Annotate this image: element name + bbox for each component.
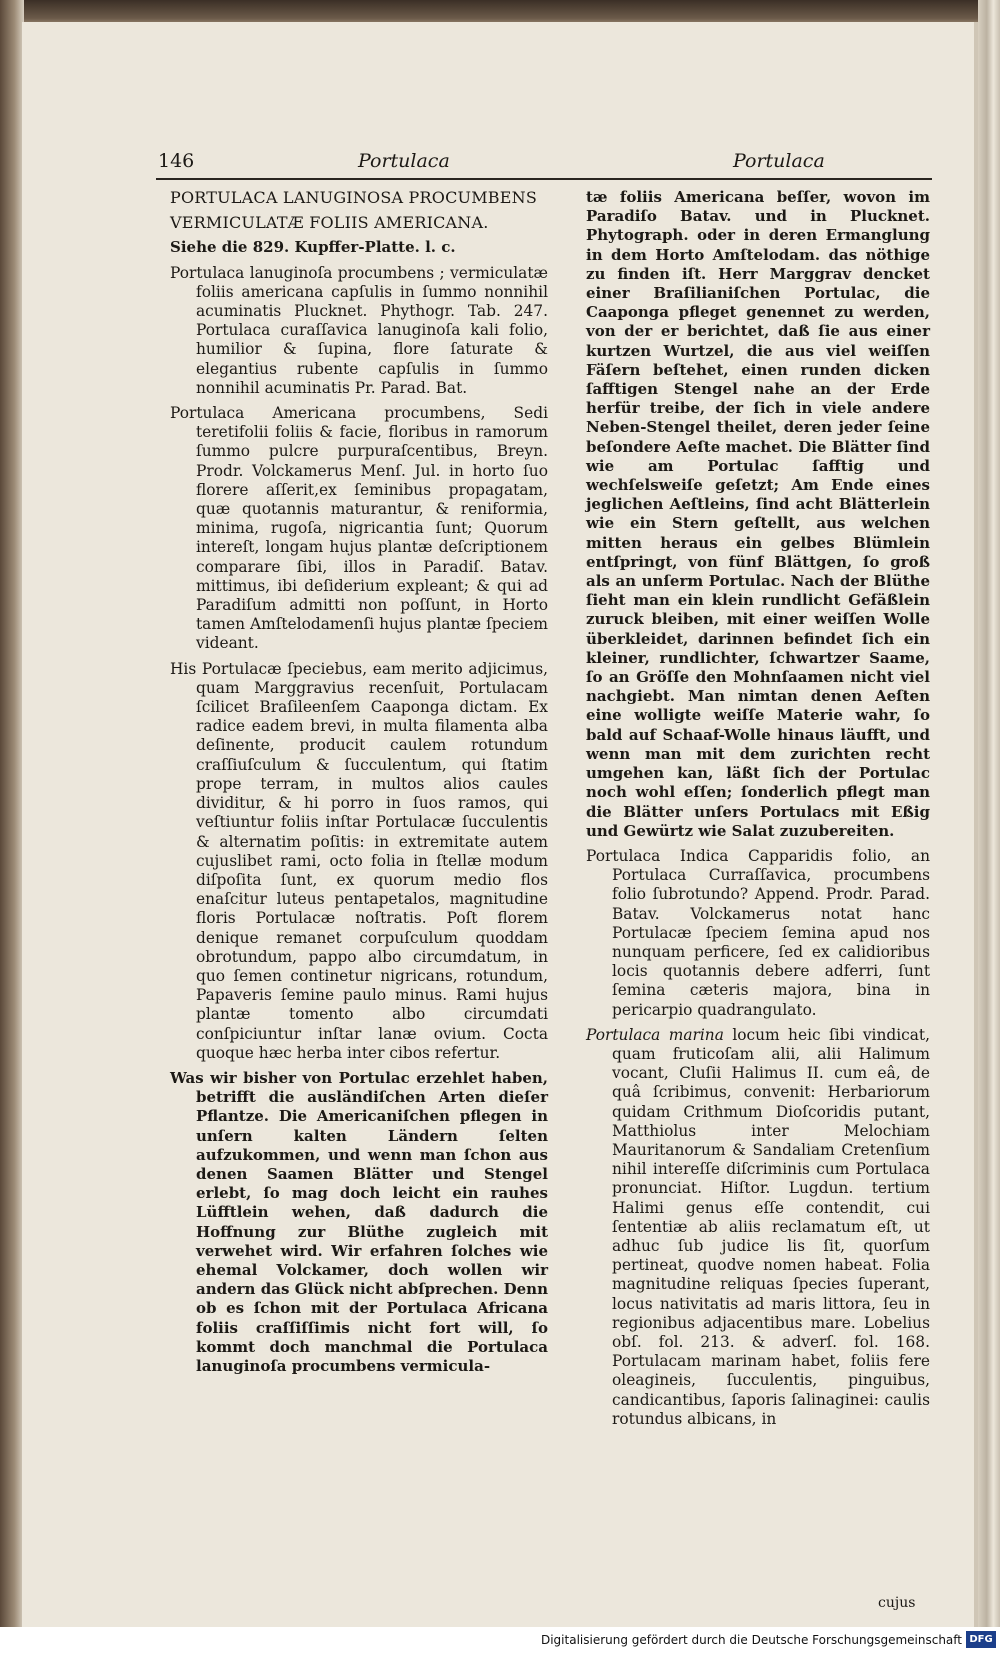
header-rule xyxy=(156,178,932,180)
paragraph: His Portulacæ ſpeciebus, eam merito adjicimus, quam Marggravius recenſuit, Portulacam ſcilicet Braſileenſem Caaponga dictam. Ex radice eadem brevi, in multa filamenta alba deſinente, producit caulem rotundum craſſiuſculum & ſucculentum, qui ſtatim prope terram, in multos alios caules dividitur, & hi porro in ſuos ramos, qui veſtiuntur foliis inſtar Portulacæ ſucculentis & alternatim poſitis: in extremitate autem cujuslibet rami, octo folia in ſtellæ modum diſpoſita ſunt, ex quorum medio flos enaſcitur luteus pentapetalos, magnitudine floris Portulacæ noſtratis. Poſt florem denique remanet corpuſculum quoddam obrotundum, pappo albo circumdatum, in quo ſemen continetur nigricans, rotundum, Papaveris ſemine paulo minus. Rami hujus plantæ tomento albo circumdati conſpiciuntur inſtar lanæ ovium. Cocta quoque hæc herba inter cibos refertur. xyxy=(170,659,548,1062)
page-number: 146 xyxy=(158,150,195,172)
running-header xyxy=(158,150,858,178)
german-paragraph: Was wir bisher von Portulac erzehlet haben, betrifft die ausländiſchen Arten dieſer Pflantze. Die Americaniſchen pflegen in unſern kalten Ländern ſelten aufzukommen, und wenn man ſchon aus denen Saamen Blätter und Stengel erlebt, ſo mag doch leicht ein rauhes Lüfftlein wehen, daß dadurch die Hoffnung zur Blüthe zugleich mit verwehet wird. Wir erfahren ſolches wie ehemal Volckamer, doch wollen wir andern das Glück nicht abſprechen. Denn ob es ſchon mit der Portulaca Africana foliis craſſiſſimis nicht fort will, ſo kommt doch manchmal die Portulaca lanuginoſa procumbens vermicula- xyxy=(170,1068,548,1375)
german-paragraph: tæ foliis Americana beſſer, wovon im Paradiſo Batav. und in Plucknet. Phytograph. oder in deren Ermanglung in dem Horto Amſtelodam. das nöthige zu finden iſt. Herr Marggrav dencket einer Braſilianiſchen Portulac, die Caaponga pfleget genennet zu werden, von der er berichtet, daß ſie aus einer kurtzen Wurtzel, die aus viel weiſſen Fäſern beſtehet, einen runden dicken ſafftigen Stengel nahe an der Erde herfür treibe, der ſich in viele andere Neben-Stengel theilet, deren jeder ſeine beſondere Aeſte machet. Die Blätter ſind wie am Portulac ſafftig und wechſelsweiſe geſetzt; Am Ende eines jeglichen Aeſtleins, ſind acht Blätterlein wie ein Stern geſtellt, aus welchen mitten heraus ein gelbes Blümlein entſpringt, von fünf Blättgen, ſo groß als an unſerm Portulac. Nach der Blüthe ſieht man ein klein rundlicht Gefäßlein zuruck bleiben, mit einer weiſſen Wolle überkleidet, darinnen befindet ſich ein kleiner, rundlichter, ſchwartzer Saame, ſo an Gröſſe den Mohnſaamen nicht viel nachgiebt. Man nimtan denen Aeſten eine wolligte weiſſe Materie wahr, ſo bald auf Schaaf-Wolle hinaus läufft, und wenn man mit dem zurichten recht umgehen kan, läßt ſich der Portulac noch wohl eſſen; ſonderlich pflegt man die Blätter unſers Portulacs mit Eßig und Gewürtz wie Salat zuzubereiten. xyxy=(586,188,930,840)
entry-heading-line2: VERMICULATÆ FOLIIS AMERICANA. xyxy=(170,213,489,233)
left-column xyxy=(170,188,548,1382)
digitization-footer xyxy=(0,1627,1000,1655)
see-plate-reference: Siehe die 829. Kupffer-Platte. l. c. xyxy=(170,238,456,257)
catchword: cujus xyxy=(878,1595,916,1611)
paragraph: Portulaca Americana procumbens, Sedi teretifolii foliis & facie, floribus in ramorum ſummo pulcre purpuraſcentibus, Breyn. Prodr. Volckamerus Menſ. Jul. in horto ſuo florere aſſerit,ex ſeminibus propagatam, quæ quotannis maturantur, & reniformia, minima, rugoſa, nigricantia ſunt; Quorum intereſt, longam hujus plantæ deſcriptionem comparare ſibi, illos in Paradiſ. Batav. mittimus, ibi deſiderium explеant; & qui ad Paradiſum admitti non poſſunt, in Horto tamen Amſtelodamenſi hujus plantæ ſpeciem videant. xyxy=(170,404,548,653)
italic-term: Portulaca marina xyxy=(586,1025,724,1044)
paragraph: Portulaca Indica Capparidis folio, an Portulaca Curraſſavica, procumbens folio ſubrotundo? Append. Prodr. Parad. Batav. Volckamerus notat hanc Portulacæ ſpeciem ſemina apud nos nunquam perficere, ſed ex calidioribus locis quotannis debere adferri, ſunt ſemina cæteris majora, bina in pericarpio quadrangulato. xyxy=(586,846,930,1019)
book-binding xyxy=(0,0,24,1655)
footer-credit: Digitalisierung gefördert durch die Deutsche Forschungsgemeinschaft xyxy=(540,1633,962,1647)
running-title-right: Portulaca xyxy=(733,150,825,172)
paragraph: Portulaca lanuginoſa procumbens ; vermiculatæ foliis americana capſulis in ſummo nonnihil acuminatis Plucknet. Phythogr. Tab. 247. Portulaca curaſſavica lanuginoſa kali folio, humilior & ſupina, flore ſaturate & elegantius rubente capſulis in ſummo nonnihil acuminatis Pr. Parad. Bat. xyxy=(170,263,548,397)
right-column xyxy=(586,188,930,1435)
entry-heading-line1: PORTULACA LANUGINOSA PROCUMBENS xyxy=(170,188,537,207)
paragraph-text: locum heic ſibi vindicat, quam fruticoſam alii, alii Halimum vocant, Cluſii Halimus II. cum eâ, de quâ ſcribimus, convenit: Herbariorum quidam Crithmum Dioſcoridis putant, Matthiolus inter Melochiam Mauritanorum & Sandaliam Cretenſium nihil intereſſe diſcriminis cum Portulaca pronunciat. Hiſtor. Lugdun. tertium Halimi genus eſſe contendit, cui ſententiæ ab aliis reclamatum eſt, ut adhuc ſub judice lis ſit, quorſum pertineat, quodve nomen habeat. Folia magnitudine reliquas ſpecies ſuperant, locus nativitatis ad maris littora, ſeu in regionibus adjacentibus mare. Lobelius obſ. fol. 213. & adverſ. fol. 168. Portulacam marinam habet, foliis fere oleagineis, ſucculentis, pinguibus, candicantibus, ſaporis ſalinaginei: caulis rotundus albicans, in xyxy=(612,1025,931,1428)
running-title-left: Portulaca xyxy=(358,150,450,172)
dfg-logo-icon: DFG xyxy=(966,1631,996,1648)
page-edge xyxy=(978,0,1000,1655)
paragraph xyxy=(586,1026,930,1429)
